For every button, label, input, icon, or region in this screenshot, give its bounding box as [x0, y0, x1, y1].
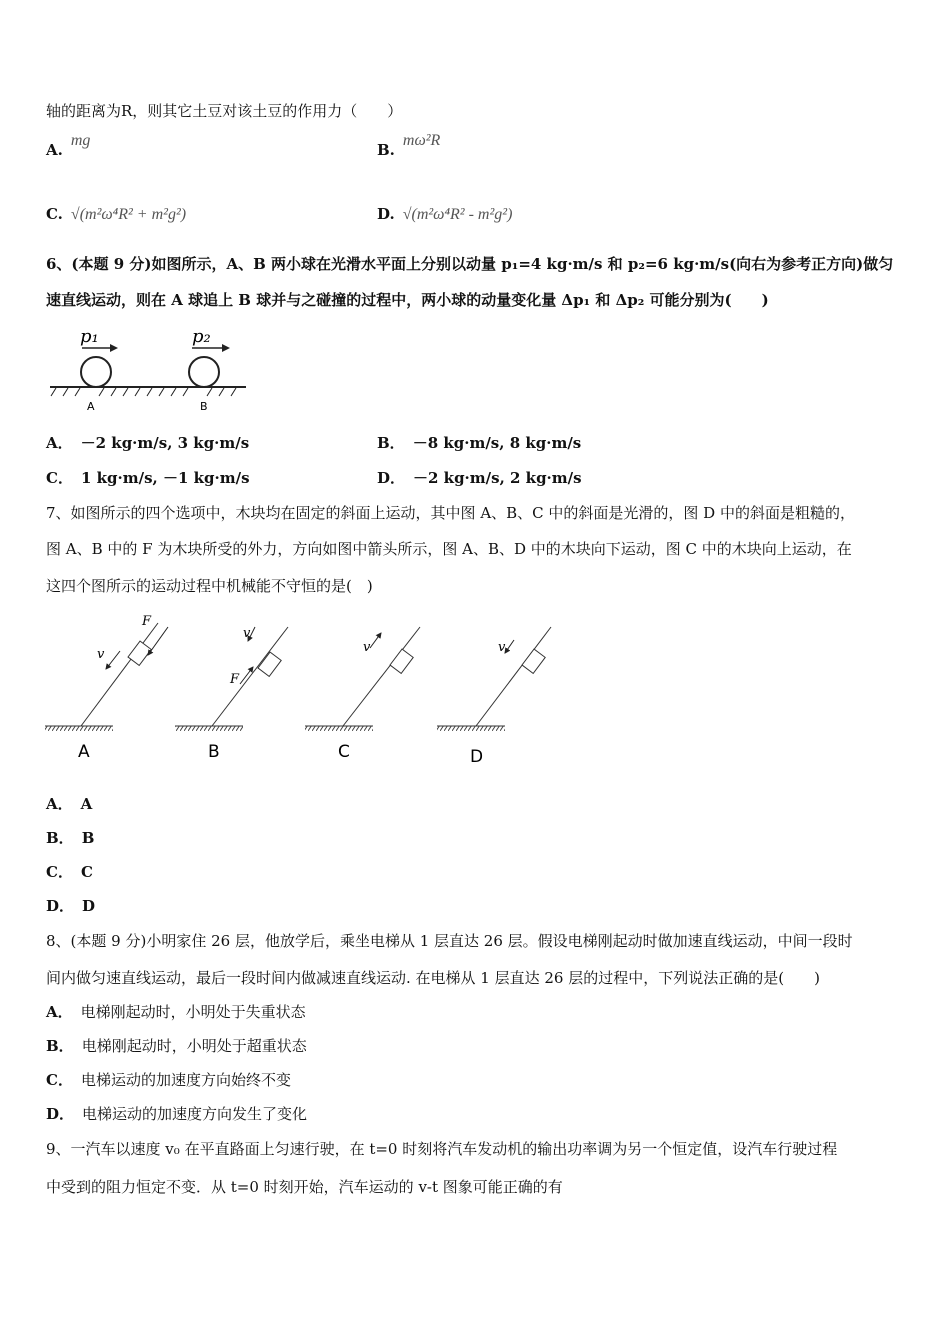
option-label: B． [46, 829, 74, 847]
velocity-label: v [498, 640, 506, 655]
q9-line1: 9、一汽车以速度 v₀ 在平直路面上匀速行驶，在 t=0 时刻将汽车发动机的输出功率调为另一个恒定值，设汽车行驶过程 [46, 1140, 838, 1158]
option-label: A． [46, 795, 73, 813]
q6-option-c [46, 468, 250, 488]
panel-label: C [338, 742, 350, 762]
panel-b [175, 626, 288, 762]
panel-c [305, 627, 420, 762]
option-label: A． [46, 434, 73, 452]
force-label: F [230, 672, 240, 687]
option-label: D． [46, 1105, 75, 1123]
q7-line3: 这四个图所示的运动过程中机械能不守恒的是( ) [46, 577, 373, 595]
ball-a [81, 357, 111, 387]
velocity-label: v [97, 647, 105, 662]
option-label: C. [46, 205, 63, 223]
q8-line1: 8、(本题 9 分)小明家住 26 层，他放学后，乘坐电梯从 1 层直达 26 层。假设电梯刚起动时做加速直线运动，中间一段时 [46, 932, 853, 950]
option-label: C． [46, 1071, 73, 1089]
panel-d [437, 627, 551, 767]
option-label: B. [377, 141, 395, 159]
q8-option-b [46, 1036, 307, 1056]
option-text: B [81, 829, 95, 847]
q5-option-b [377, 132, 441, 161]
panel-label: D [470, 747, 484, 767]
option-text: 电梯刚起动时，小明处于超重状态 [81, 1037, 307, 1055]
q7-option-d [46, 896, 95, 916]
q8-option-c [46, 1070, 291, 1090]
panel-a [45, 614, 168, 762]
q9-line2: 中受到的阻力恒定不变．从 t=0 时刻开始，汽车运动的 v-t 图象可能正确的有 [46, 1178, 563, 1196]
option-text: 电梯运动的加速度方向发生了变化 [82, 1105, 308, 1123]
q6-option-d [377, 468, 582, 488]
option-label: C． [46, 863, 73, 881]
option-text: 电梯运动的加速度方向始终不变 [80, 1071, 291, 1089]
q5-option-c [46, 204, 186, 225]
panel-label: B [208, 742, 220, 762]
option-label: D． [377, 469, 406, 487]
q6-collision-figure [46, 322, 251, 417]
option-label: D． [46, 897, 75, 915]
ball-b [189, 357, 219, 387]
q7-line2: 图 A、B 中的 F 为木块所受的外力，方向如图中箭头所示，图 A、B、D 中的木块向下运动，图 C 中的木块向上运动，在 [46, 540, 852, 558]
q5-stem: 轴的距离为R，则其它土豆对该土豆的作用力（ ） [46, 102, 403, 120]
q7-option-a [46, 794, 92, 814]
q8-option-a [46, 1002, 306, 1022]
option-text: √(m²ω⁴R² + m²g²) [70, 206, 187, 223]
option-text: 电梯刚起动时，小明处于失重状态 [80, 1003, 306, 1021]
option-text: D [82, 897, 96, 915]
option-label: D. [377, 205, 395, 223]
option-text: －8 kg·m/s, 8 kg·m/s [412, 434, 582, 452]
force-label: F [142, 614, 152, 629]
q6-option-a [46, 433, 249, 453]
option-text: A [80, 795, 93, 813]
q7-line1: 7、如图所示的四个选项中，木块均在固定的斜面上运动，其中图 A、B、C 中的斜面是光滑的，图 D 中的斜面是粗糙的， [46, 504, 855, 522]
option-text: √(m²ω⁴R² - m²g²) [402, 206, 513, 223]
option-label: C． [46, 469, 73, 487]
velocity-label: v [363, 640, 371, 655]
option-text: －2 kg·m/s, 3 kg·m/s [80, 434, 250, 452]
q6-line2: 速直线运动，则在 A 球追上 B 球并与之碰撞的过程中，两小球的动量变化量 Δp₁ 和 Δp₂ 可能分别为( ) [46, 291, 769, 309]
p2-label: p₂ [192, 326, 211, 347]
q5-option-a [46, 132, 91, 161]
q8-option-d [46, 1104, 307, 1124]
q7-option-c [46, 862, 93, 882]
option-text: C [80, 863, 93, 881]
velocity-label: v [243, 626, 251, 641]
q7-option-b [46, 828, 94, 848]
option-text: mg [70, 132, 91, 149]
option-text: －2 kg·m/s, 2 kg·m/s [413, 469, 582, 487]
option-label: A. [46, 141, 63, 159]
p1-label: p₁ [80, 326, 99, 347]
q6-line1: 6、(本题 9 分)如图所示，A、B 两小球在光滑水平面上分别以动量 p₁=4 kg·m/s 和 p₂=6 kg·m/s(向右为参考正方向)做匀 [46, 255, 894, 273]
option-label: A． [46, 1003, 73, 1021]
q7-incline-figure [40, 605, 640, 775]
option-label: B． [46, 1037, 74, 1055]
option-text: mω²R [402, 132, 441, 149]
q8-line2: 间内做匀速直线运动，最后一段时间内做减速直线运动. 在电梯从 1 层直达 26 层的过程中，下列说法正确的是( ) [46, 969, 820, 987]
option-label: B． [377, 434, 405, 452]
ball-a-label: A [87, 400, 95, 413]
q5-option-d [377, 204, 512, 225]
q6-option-b [377, 433, 581, 453]
panel-label: A [78, 742, 90, 762]
option-text: 1 kg·m/s, －1 kg·m/s [80, 469, 250, 487]
ball-b-label: B [200, 400, 208, 413]
